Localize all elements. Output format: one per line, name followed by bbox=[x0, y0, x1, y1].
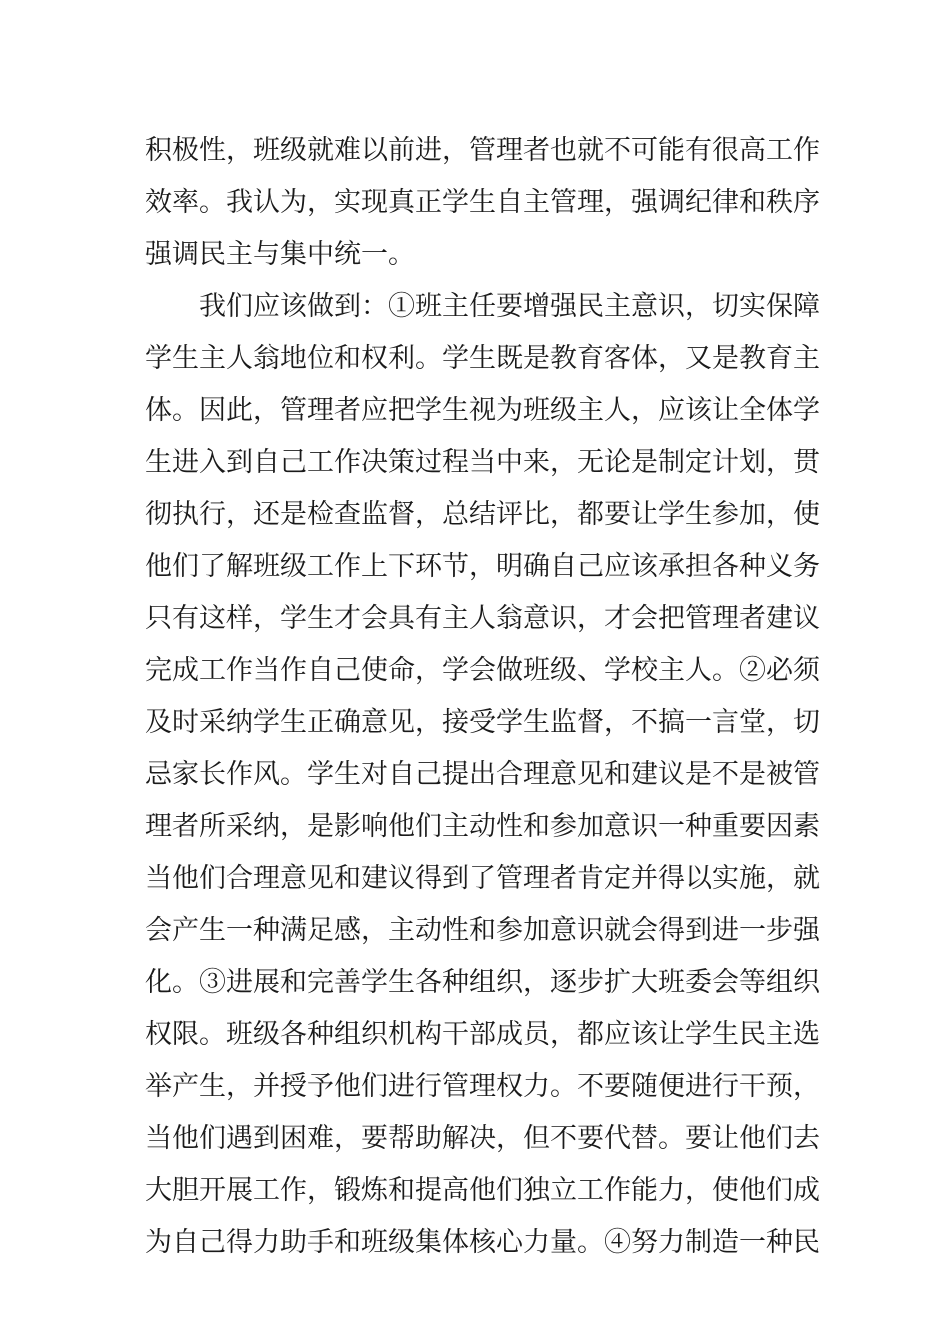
text-line: 积极性，班级就难以前进，管理者也就不可能有很高工作 bbox=[145, 135, 820, 166]
text-line: 效率。我认为，实现真正学生自主管理，强调纪律和秩序 bbox=[145, 187, 820, 218]
text-line: 完成工作当作自己使命，学会做班级、学校主人。②必须 bbox=[145, 655, 820, 686]
text-line: 当他们遇到困难，要帮助解决，但不要代替。要让他们去 bbox=[145, 1123, 820, 1154]
text-line: 及时采纳学生正确意见，接受学生监督，不搞一言堂，切 bbox=[145, 707, 820, 738]
text-line: 权限。班级各种组织机构干部成员，都应该让学生民主选 bbox=[145, 1019, 820, 1050]
text-line: 强调民主与集中统一。 bbox=[145, 239, 415, 270]
text-line: 当他们合理意见和建议得到了管理者肯定并得以实施，就 bbox=[145, 863, 820, 894]
text-line: 彻执行，还是检查监督，总结评比，都要让学生参加，使 bbox=[145, 499, 820, 530]
text-line: 学生主人翁地位和权利。学生既是教育客体，又是教育主 bbox=[145, 343, 820, 374]
document-page bbox=[145, 125, 820, 1269]
text-line: 为自己得力助手和班级集体核心力量。④努力制造一种民 bbox=[145, 1227, 820, 1258]
text-line: 只有这样，学生才会具有主人翁意识，才会把管理者建议 bbox=[145, 603, 820, 634]
text-line: 大胆开展工作，锻炼和提高他们独立工作能力，使他们成 bbox=[145, 1175, 820, 1206]
text-line: 理者所采纳，是影响他们主动性和参加意识一种重要因素 bbox=[145, 811, 820, 842]
text-line: 会产生一种满足感，主动性和参加意识就会得到进一步强 bbox=[145, 915, 820, 946]
text-line: 生进入到自己工作决策过程当中来，无论是制定计划，贯 bbox=[145, 447, 820, 478]
text-line: 忌家长作风。学生对自己提出合理意见和建议是不是被管 bbox=[145, 759, 820, 790]
text-line: 他们了解班级工作上下环节，明确自己应该承担各种义务 bbox=[145, 551, 820, 582]
text-line: 体。因此，管理者应把学生视为班级主人，应该让全体学 bbox=[145, 395, 820, 426]
text-line: 举产生，并授予他们进行管理权力。不要随便进行干预， bbox=[145, 1071, 820, 1102]
text-line: 化。③进展和完善学生各种组织，逐步扩大班委会等组织 bbox=[145, 967, 820, 998]
paragraph-start-line: 我们应该做到：①班主任要增强民主意识，切实保障 bbox=[199, 291, 820, 322]
